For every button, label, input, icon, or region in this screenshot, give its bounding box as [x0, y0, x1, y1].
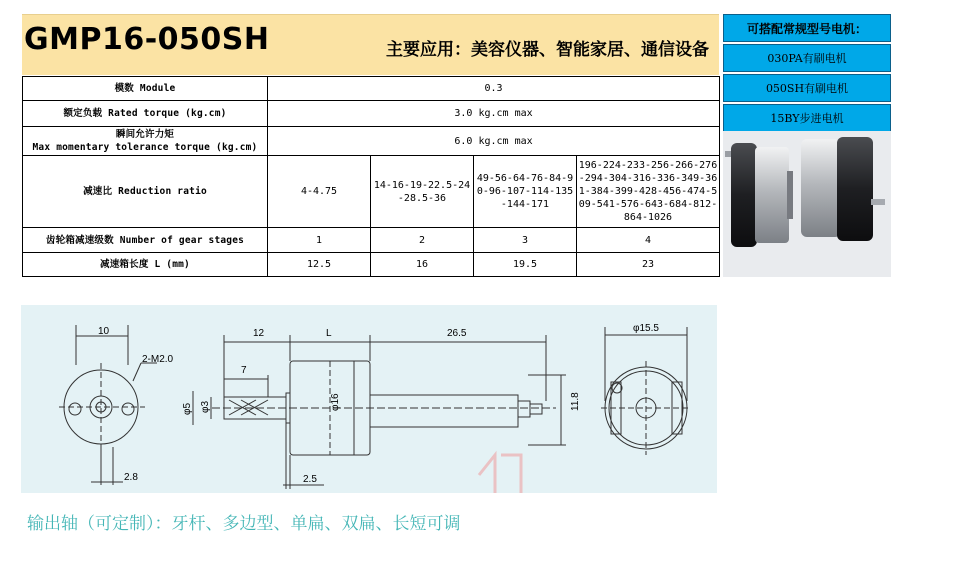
dim-phi5: φ5 [182, 402, 193, 415]
table-row [23, 156, 720, 228]
spec-table [22, 76, 720, 277]
stages-cell: 1 [268, 228, 371, 253]
motor-option: 050SH有刷电机 [723, 74, 891, 102]
dim-7: 7 [241, 365, 247, 376]
dim-12: 12 [253, 328, 265, 339]
application-text: 主要应用：美容仪器、智能家居、通信设备 [386, 40, 709, 60]
length-cell: 19.5 [474, 253, 577, 277]
module-label: 模数 Module [23, 77, 268, 101]
stages-cell: 3 [474, 228, 577, 253]
max-torque-label-cn: 瞬间允许力矩 [115, 129, 175, 140]
dim-L: L [326, 328, 332, 339]
model-title: GMP16-050SH [24, 22, 270, 57]
table-row [23, 77, 720, 101]
dim-11-8: 11.8 [570, 392, 581, 411]
product-photo [723, 131, 891, 277]
table-row [23, 101, 720, 127]
ratio-cell: 196-224-233-256-266-276-294-304-316-336-349-361-384-399-428-456-474-509-541-576-643-684-812-864-1026 [577, 156, 720, 228]
dim-2-8: 2.8 [124, 472, 138, 483]
dim-phi15-5: φ15.5 [633, 323, 659, 334]
output-shaft-note: 输出轴（可定制）：牙杆、多边型、单扁、双扁、长短可调 [27, 514, 461, 534]
stages-cell: 2 [371, 228, 474, 253]
table-row [23, 127, 720, 156]
dim-2m2: 2-M2.0 [142, 354, 174, 365]
compatible-motors-panel [723, 14, 891, 134]
dim-10: 10 [98, 326, 110, 337]
module-value: 0.3 [268, 77, 720, 101]
ratio-label: 减速比 Reduction ratio [23, 156, 268, 228]
motor-option: 030PA有刷电机 [723, 44, 891, 72]
length-cell: 23 [577, 253, 720, 277]
rated-torque-value: 3.0 kg.cm max [268, 101, 720, 127]
length-cell: 12.5 [268, 253, 371, 277]
ratio-cell: 14-16-19-22.5-24-28.5-36 [371, 156, 474, 228]
gear-motor-image [723, 131, 891, 277]
length-cell: 16 [371, 253, 474, 277]
ratio-cell: 49-56-64-76-84-90-96-107-114-135-144-171 [474, 156, 577, 228]
compatible-motors-title: 可搭配常规型号电机： [723, 14, 891, 42]
dim-2-5: 2.5 [303, 474, 317, 485]
table-row [23, 253, 720, 277]
max-torque-label [23, 127, 268, 156]
max-torque-value: 6.0 kg.cm max [268, 127, 720, 156]
dimension-drawing [21, 305, 717, 493]
title-banner [22, 14, 719, 75]
dim-26-5: 26.5 [447, 328, 467, 339]
table-row [23, 228, 720, 253]
length-label: 减速箱长度 L (mm) [23, 253, 268, 277]
technical-drawing [21, 305, 717, 493]
stages-label: 齿轮箱减速级数 Number of gear stages [23, 228, 268, 253]
max-torque-label-en: Max momentary tolerance torque (kg.cm) [32, 142, 258, 153]
rated-torque-label: 额定负载 Rated torque (kg.cm) [23, 101, 268, 127]
stages-cell: 4 [577, 228, 720, 253]
dim-phi3: φ3 [200, 400, 211, 413]
ratio-cell: 4-4.75 [268, 156, 371, 228]
dim-phi16: φ16 [330, 393, 341, 411]
motor-option: 15BY步进电机 [723, 104, 891, 132]
